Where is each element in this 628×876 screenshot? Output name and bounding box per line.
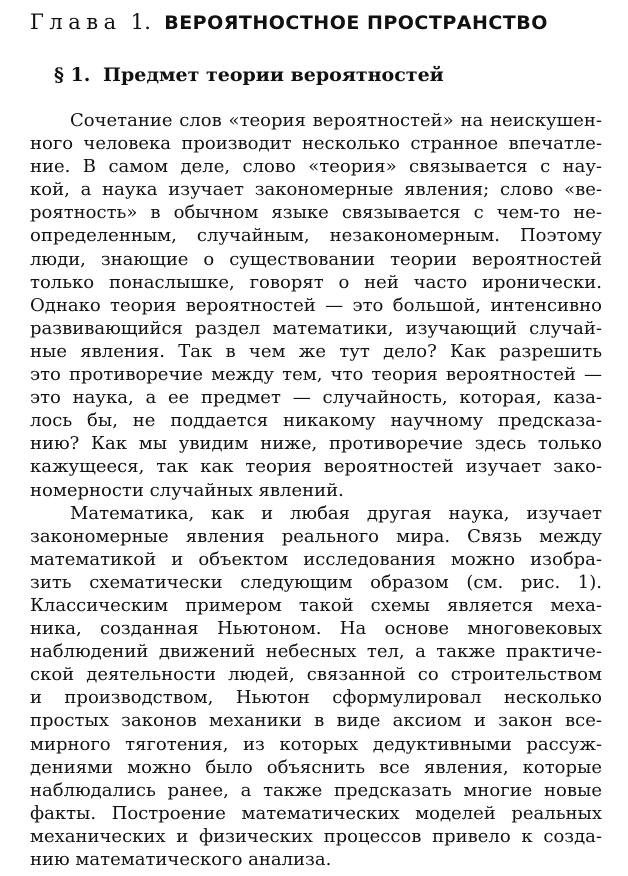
paragraph-2 — [30, 502, 602, 872]
text-line: роятность» в обычном языке связывается с чем-то не- — [30, 202, 602, 224]
section-title: Предмет теории вероятностей — [103, 64, 444, 86]
text-line: и производством, Ньютон сформулировал несколько — [30, 687, 602, 709]
text-line: люди, знающие о существовании теории вероятностей — [30, 248, 602, 270]
text-line: это наука, а ее предмет — случайность, которая, каза- — [30, 387, 602, 409]
text-line: лось бы, не поддается никакому научному предсказа- — [30, 410, 602, 432]
text-line: математикой и объектом исследования можно изобра- — [30, 548, 602, 570]
section-number: § 1. — [54, 64, 91, 86]
text-line: номерности случайных явлений. — [30, 479, 344, 501]
text-line: кой, а наука изучает закономерные явления; слово «ве- — [30, 179, 602, 201]
text-line: Однако теория вероятностей — это большой, интенсивно — [30, 294, 602, 316]
text-line: факты. Построение математических моделей реальных — [30, 802, 602, 824]
text-line: Сочетание слов «теория вероятностей» на неискушен- — [70, 110, 602, 131]
text-line: ника, созданная Ньютоном. На основе многовековых — [30, 618, 602, 640]
text-line: Математика, как и любая другая наука, изучает — [70, 502, 602, 524]
text-line: наблюдений движений небесных тел, а также практиче- — [30, 641, 602, 663]
text-line: это противоречие между тем, что теория вероятностей — — [30, 364, 602, 386]
text-line: ние. В самом деле, слово «теория» связывается с нау- — [30, 156, 602, 178]
text-line: наблюдались ранее, а также предсказать многие новые — [30, 779, 602, 801]
text-line: кажущееся, так как теория вероятностей изучает зако- — [30, 456, 602, 478]
text-line: простых законов механики в виде аксиом и закон все- — [30, 710, 602, 732]
text-line: развивающийся раздел математики, изучающий случай- — [30, 317, 602, 339]
text-line: мирного тяготения, из которых дедуктивными рассуж- — [30, 733, 602, 755]
text-line: закономерные явления реального мира. Связь между — [30, 525, 602, 547]
section-heading — [30, 44, 602, 92]
text-line: ного человека производит несколько странное впечатле- — [30, 133, 602, 155]
text-line: Классическим примером такой схемы является меха- — [30, 594, 602, 616]
paragraph-1 — [30, 109, 602, 502]
text-line: нию математического анализа. — [30, 849, 332, 870]
text-line: только понаслышке, говорят о ней часто иронически. — [30, 271, 602, 293]
text-line: дениями можно было объяснить все явления, которые — [30, 756, 602, 778]
text-line: определенным, случайным, незакономерным. Поэтому — [30, 225, 602, 247]
chapter-heading — [30, 0, 602, 44]
text-line: нию? Как мы увидим ниже, противоречие здесь только — [30, 433, 602, 455]
chapter-number: 1. — [130, 10, 152, 34]
text-line: ные явления. Так в чем же тут дело? Как разрешить — [30, 340, 602, 362]
text-line: механических и физических процессов привело к созда- — [30, 825, 602, 847]
body-text — [30, 109, 602, 871]
text-line: зить схематически следующим образом (см. рис. 1). — [30, 571, 602, 593]
chapter-label: Глава — [30, 10, 122, 34]
text-line: ской деятельности людей, связанной со строительством — [30, 664, 602, 686]
chapter-title: ВЕРОЯТНОСТНОЕ ПРОСТРАНСТВО — [164, 12, 548, 34]
